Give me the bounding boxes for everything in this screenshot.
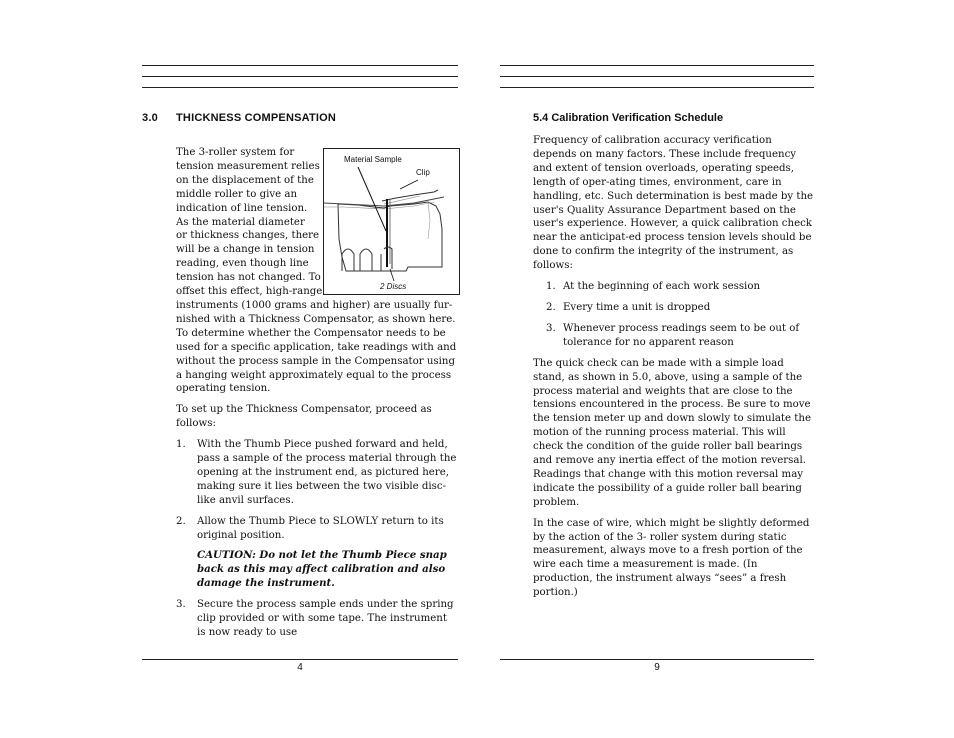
intro-line: will be a change in tension xyxy=(176,244,315,256)
header-rule-2 xyxy=(142,76,458,77)
setup-steps-continued xyxy=(176,598,458,640)
list-item xyxy=(533,280,814,294)
discs-label: 2 Discs xyxy=(380,282,407,291)
intro-line: reading, even though line xyxy=(176,258,309,270)
item-text: Every time a unit is dropped xyxy=(563,301,711,313)
intro-continued: instruments (1000 grams and higher) are usually fur-nished with a Thickness Compensator, as shown here. To determine whether the Compensator needs to be used for a specific application, take readings with and without the process sample in the Compensator using a hanging weight approximately equal to the process operating tension. xyxy=(176,299,457,395)
compensator-illustration xyxy=(324,149,459,294)
step-number: 3. xyxy=(176,599,186,611)
right-body xyxy=(533,134,814,607)
subsection-title: 5.4 Calibration Verification Schedule xyxy=(533,112,724,124)
list-item xyxy=(176,438,458,508)
intro-line: tension measurement relies xyxy=(176,160,320,172)
intro-line: tension has not changed. To xyxy=(176,272,321,284)
intro-paragraph xyxy=(176,146,326,299)
intro-line: The 3-roller system for xyxy=(176,147,295,158)
page-number: 9 xyxy=(654,662,660,673)
intro-line: As the material diameter xyxy=(176,216,305,228)
material-sample-label: Material Sample xyxy=(344,155,402,164)
paragraph: The quick check can be made with a simple load stand, as shown in 5.0, above, using a sample of the process material and weights that are close to the tensions encountered in the process. Be sure to move the tension meter up and down slowly to simulate the motion of the running process material. This will check the condition of the guide roller ball bearings and remove any inertia effect of the motion reversal. Readings that change with this motion reversal may indicate the possibility of a guide roller ball bearing problem. xyxy=(533,357,811,508)
intro-line: on the displacement of the xyxy=(176,174,314,186)
section-number: 3.0 xyxy=(142,112,158,124)
list-item xyxy=(533,322,814,350)
list-item xyxy=(533,301,814,315)
compensator-figure xyxy=(323,148,460,295)
paragraph: Frequency of calibration accuracy verification depends on many factors. These include frequency and extent of tension overloads, operating speeds, length of oper-ating times, environment, care in handling, etc. Such determination is best made by the user's Quality Assurance Department based on the user's experience. However, a quick calibration check near the anticipat-ed process tension levels should be done to confirm the integrity of the instrument, as follows: xyxy=(533,135,814,272)
clip-label: Clip xyxy=(416,168,430,177)
left-page xyxy=(142,0,458,738)
list-item xyxy=(176,515,458,543)
header-rule-3 xyxy=(500,87,814,88)
caution-note: CAUTION: Do not let the Thumb Piece snap back as this may affect calibration and also damage the instrument. xyxy=(197,549,447,590)
intro-line: middle roller to give an xyxy=(176,188,298,200)
step-text: Allow the Thumb Piece to SLOWLY return to its original position. xyxy=(197,515,444,541)
setup-steps xyxy=(176,438,458,542)
intro-line: offset this effect, high-range xyxy=(176,286,323,298)
step-number: 1. xyxy=(176,439,186,451)
item-text: At the beginning of each work session xyxy=(563,281,761,293)
intro-line: indication of line tension. xyxy=(176,202,308,214)
right-page xyxy=(500,0,814,738)
header-rule-3 xyxy=(142,87,458,88)
paragraph: In the case of wire, which might be slightly deformed by the action of the 3- roller system during static measurement, always move to a fresh portion of the wire each time a measurement is made. (In production, the instrument always “sees” a fresh portion.) xyxy=(533,517,810,599)
header-rule-1 xyxy=(142,65,458,66)
check-list xyxy=(533,280,814,350)
step-text: Secure the process sample ends under the spring clip provided or with some tape. The instrument is now ready to use xyxy=(197,599,454,638)
section-heading xyxy=(142,112,336,124)
header-rule-2 xyxy=(500,76,814,77)
section-title: THICKNESS COMPENSATION xyxy=(176,112,337,124)
page-number: 4 xyxy=(297,662,303,673)
footer-rule xyxy=(142,659,458,660)
item-number: 3. xyxy=(546,322,556,334)
step-text: With the Thumb Piece pushed forward and held, pass a sample of the process material through the opening at the instrument end, as pictured here, making sure it lies between the two visible disc-like anvil surfaces. xyxy=(197,439,457,506)
item-number: 1. xyxy=(546,281,556,293)
step-number: 2. xyxy=(176,515,186,527)
footer-rule xyxy=(500,659,814,660)
item-number: 2. xyxy=(546,301,556,313)
header-rule-1 xyxy=(500,65,814,66)
setup-intro: To set up the Thickness Compensator, proceed as follows: xyxy=(176,404,432,430)
list-item xyxy=(176,598,458,640)
item-text: Whenever process readings seem to be out of tolerance for no apparent reason xyxy=(563,322,800,348)
intro-line: or thickness changes, there xyxy=(176,230,320,242)
